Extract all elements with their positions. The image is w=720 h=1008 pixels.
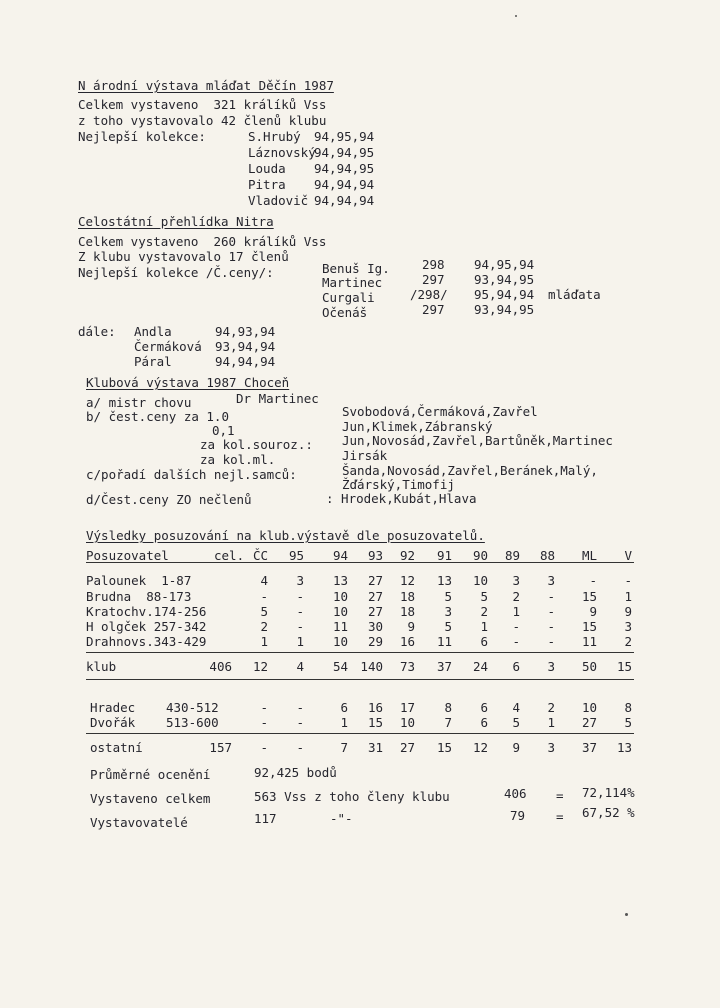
club-total-cell: 4 — [296, 659, 304, 674]
best-scores: 94,94,94 — [314, 193, 375, 208]
section2-line2: Z klubu vystavovalo 17 členů — [78, 249, 289, 264]
table-cell: 5 — [624, 715, 632, 730]
summary-avg-value: 92,425 bodů — [254, 765, 337, 780]
table-cell: 3 — [512, 573, 520, 588]
col-header: 93 — [367, 548, 383, 563]
others-total-cell: 15 — [436, 740, 452, 755]
table-cell: - — [296, 715, 304, 730]
club-total-cell: 24 — [472, 659, 488, 674]
table-cell: - — [547, 619, 555, 634]
table-cell: 15 — [581, 619, 597, 634]
table-cell: - — [296, 700, 304, 715]
table-cell: 8 — [444, 700, 452, 715]
col-header: 89 — [504, 548, 520, 563]
table-cell: 3 — [547, 573, 555, 588]
table-cell: 5 — [480, 589, 488, 604]
table-cell: 2 — [547, 700, 555, 715]
table-cell: 11 — [436, 634, 452, 649]
table-cell: 10 — [472, 573, 488, 588]
table-cell: 29 — [367, 634, 383, 649]
table-cell: 16 — [367, 700, 383, 715]
table-cell: 3 — [624, 619, 632, 634]
table-cell: 6 — [480, 715, 488, 730]
further-scores: 94,93,94 — [215, 324, 276, 339]
table-cell: 10 — [332, 589, 348, 604]
table-cell: 4 — [512, 700, 520, 715]
table-cell: 11 — [581, 634, 597, 649]
others-rule — [86, 733, 634, 734]
best-name: Pitra — [248, 177, 286, 192]
table-cell: 27 — [367, 589, 383, 604]
table-cell: 5 — [512, 715, 520, 730]
summary-exh-ditto: -"- — [330, 811, 353, 826]
judge-name: Palounek 1-87 — [86, 573, 192, 588]
club-rule — [86, 679, 634, 680]
award-b4-value: Jirsák — [342, 448, 388, 463]
nitra-scores: 95,94,94 — [474, 287, 535, 302]
others-total-cell: 7 — [340, 740, 348, 755]
table-cell: 1 — [296, 634, 304, 649]
col-header: 88 — [539, 548, 555, 563]
table-cell: 27 — [367, 604, 383, 619]
others-total-cell: 13 — [616, 740, 632, 755]
award-b3-label: za kol.souroz.: — [200, 437, 313, 452]
nitra-scores: 93,94,95 — [474, 272, 535, 287]
table-cell: 6 — [480, 700, 488, 715]
table-cell: 17 — [399, 700, 415, 715]
section1-title: N árodní výstava mláďat Děčín 1987 — [78, 78, 334, 93]
summary-total-members: 406 — [504, 786, 527, 801]
award-d-label: d/Čest.ceny ZO nečlenů — [86, 492, 252, 507]
table-cell: 3 — [444, 604, 452, 619]
table-cell: 7 — [444, 715, 452, 730]
other-judge-name: Dvořák — [90, 715, 136, 730]
club-total-cell: 12 — [252, 659, 268, 674]
other-judge-name: Hradec — [90, 700, 136, 715]
award-a-value: Dr Martinec — [236, 391, 319, 406]
table-cell: - — [624, 573, 632, 588]
award-b4-label: za kol.ml. — [200, 452, 276, 467]
table-cell: 10 — [399, 715, 415, 730]
table-cell: 16 — [399, 634, 415, 649]
table-cell: - — [547, 604, 555, 619]
table-cell: 27 — [581, 715, 597, 730]
table-cell: - — [589, 573, 597, 588]
further-label: dále: — [78, 324, 116, 339]
table-cell: - — [512, 619, 520, 634]
table-cell: - — [512, 634, 520, 649]
further-name: Andla — [134, 324, 172, 339]
further-name: Čermáková — [134, 339, 202, 354]
speck-mark — [515, 15, 517, 17]
others-total-cell: 12 — [472, 740, 488, 755]
award-d-value: : Hrodek,Kubát,Hlava — [326, 491, 477, 506]
section1-line1: Celkem vystaveno 321 králíků Vss — [78, 97, 327, 112]
further-scores: 93,94,94 — [215, 339, 276, 354]
table-cell: - — [547, 589, 555, 604]
others-total-cell: 37 — [581, 740, 597, 755]
table-cell: 6 — [480, 634, 488, 649]
club-total-cell: 73 — [399, 659, 415, 674]
table-cell: 15 — [581, 589, 597, 604]
others-total-cell: 31 — [367, 740, 383, 755]
summary-total-pct: 72,114% — [582, 785, 635, 800]
col-header: 91 — [436, 548, 452, 563]
judge-name: Brudna 88-173 — [86, 589, 192, 604]
nitra-name: Benuš Ig. — [322, 261, 390, 276]
award-b-value: Svobodová,Čermáková,Zavřel — [342, 404, 538, 419]
others-total-cell: 9 — [512, 740, 520, 755]
judge-name: Kratochv.174-256 — [86, 604, 207, 619]
award-b2-label: 0,1 — [212, 423, 235, 438]
nitra-num: 298 — [422, 257, 445, 272]
club-total-cell: 406 — [209, 659, 232, 674]
table-cell: - — [260, 700, 268, 715]
table-cell: - — [260, 589, 268, 604]
club-total-cell: 54 — [332, 659, 348, 674]
table-cell: 5 — [260, 604, 268, 619]
table-cell: 10 — [332, 634, 348, 649]
award-b3-value: Jun,Novosád,Zavřel,Bartůněk,Martinec — [342, 433, 613, 448]
summary-exh-value: 117 — [254, 811, 277, 826]
table-cell: 13 — [436, 573, 452, 588]
summary-exh-members: 79 — [510, 808, 526, 823]
nitra-scores: 94,95,94 — [474, 257, 535, 272]
club-total-cell: 140 — [360, 659, 383, 674]
best-name: Láznovský — [248, 145, 316, 160]
award-c-value1: Šanda,Novosád,Zavřel,Beránek,Malý, — [342, 463, 598, 478]
section1-line2: z toho vystavovalo 42 členů klubu — [78, 113, 327, 128]
others-total-cell: 3 — [547, 740, 555, 755]
col-header: 90 — [472, 548, 488, 563]
other-judge-range: 513-600 — [166, 715, 219, 730]
col-header: ČC — [252, 548, 268, 563]
col-header: ML — [581, 548, 597, 563]
table-cell: 18 — [399, 604, 415, 619]
summary-total-value: 563 Vss z toho členy klubu — [254, 789, 450, 804]
table-cell: - — [296, 589, 304, 604]
judge-name: H olgček 257-342 — [86, 619, 207, 634]
others-total-label: ostatní — [90, 740, 143, 755]
table-cell: 1 — [480, 619, 488, 634]
nitra-num: 297 — [422, 302, 445, 317]
summary-avg-label: Průměrné ocenění — [90, 767, 211, 782]
club-total-cell: 37 — [436, 659, 452, 674]
nitra-name: Martinec — [322, 275, 383, 290]
table-cell: - — [260, 715, 268, 730]
best-scores: 94,94,94 — [314, 177, 375, 192]
best-scores: 94,94,95 — [314, 161, 375, 176]
table-cell: 2 — [480, 604, 488, 619]
table-cell: 1 — [624, 589, 632, 604]
col-header: cel. — [214, 548, 245, 563]
section2-title: Celostátní přehlídka Nitra — [78, 214, 274, 229]
table-cell: 9 — [624, 604, 632, 619]
table-cell: 8 — [624, 700, 632, 715]
table-cell: 9 — [407, 619, 415, 634]
table-cell: 2 — [624, 634, 632, 649]
best-name: S.Hrubý — [248, 129, 301, 144]
table-cell: 1 — [512, 604, 520, 619]
nitra-num: 297 — [422, 272, 445, 287]
table-cell: 15 — [367, 715, 383, 730]
table-cell: 10 — [581, 700, 597, 715]
table-cell: 9 — [589, 604, 597, 619]
club-total-label: klub — [86, 659, 117, 674]
club-total-cell: 6 — [512, 659, 520, 674]
table-cell: 5 — [444, 589, 452, 604]
award-b-label: b/ čest.ceny za 1.0 — [86, 409, 229, 424]
table-cell: 18 — [399, 589, 415, 604]
results-title: Výsledky posuzování na klub.výstavě dle posuzovatelů. — [86, 528, 485, 543]
others-total-cell: 157 — [209, 740, 232, 755]
col-header: 94 — [332, 548, 348, 563]
table-cell: 12 — [399, 573, 415, 588]
best-name: Vladovič — [248, 193, 309, 208]
summary-total-eq: = — [556, 788, 564, 803]
table-cell: 5 — [444, 619, 452, 634]
table-cell: 4 — [260, 573, 268, 588]
table-cell: 10 — [332, 604, 348, 619]
nitra-name: Curgali — [322, 290, 375, 305]
table-cell: 30 — [367, 619, 383, 634]
table-cell: 13 — [332, 573, 348, 588]
col-header: V — [624, 548, 632, 563]
table-cell: 2 — [512, 589, 520, 604]
further-scores: 94,94,94 — [215, 354, 276, 369]
award-c-value2: Žďárský,Timofij — [342, 477, 455, 492]
section1-best-label: Nejlepší kolekce: — [78, 129, 206, 144]
others-total-cell: - — [260, 740, 268, 755]
summary-exh-pct: 67,52 % — [582, 805, 635, 820]
award-c-label: c/pořadí dalších nejl.samců: — [86, 467, 297, 482]
table-cell: - — [296, 604, 304, 619]
nitra-num: /298/ — [410, 287, 448, 302]
table-cell: - — [547, 634, 555, 649]
further-name: Páral — [134, 354, 172, 369]
award-b2-value: Jun,Klimek,Zábranský — [342, 419, 493, 434]
table-cell: 1 — [340, 715, 348, 730]
others-total-cell: - — [296, 740, 304, 755]
nitra-note: mláďata — [548, 287, 601, 302]
best-scores: 94,94,95 — [314, 145, 375, 160]
col-header: 95 — [288, 548, 304, 563]
nitra-scores: 93,94,95 — [474, 302, 535, 317]
col-header: Posuzovatel — [86, 548, 169, 563]
nitra-name: Očenáš — [322, 305, 368, 320]
summary-exh-eq: = — [556, 809, 564, 824]
club-total-cell: 50 — [581, 659, 597, 674]
speck-mark — [625, 913, 628, 916]
section2-best-label: Nejlepší kolekce /Č.ceny/: — [78, 265, 274, 280]
table-cell: 1 — [260, 634, 268, 649]
other-judge-range: 430-512 — [166, 700, 219, 715]
summary-exh-label: Vystavovatelé — [90, 815, 188, 830]
table-cell: 27 — [367, 573, 383, 588]
best-name: Louda — [248, 161, 286, 176]
table-cell: - — [296, 619, 304, 634]
section2-line1: Celkem vystaveno 260 králíků Vss — [78, 234, 327, 249]
section3-title: Klubová výstava 1987 Choceň — [86, 375, 290, 390]
table-cell: 6 — [340, 700, 348, 715]
award-a-label: a/ mistr chovu — [86, 395, 192, 410]
others-total-cell: 27 — [399, 740, 415, 755]
judge-name: Drahnovs.343-429 — [86, 634, 207, 649]
best-scores: 94,95,94 — [314, 129, 375, 144]
col-header: 92 — [399, 548, 415, 563]
table-cell: 11 — [332, 619, 348, 634]
table-cell: 2 — [260, 619, 268, 634]
table-cell: 3 — [296, 573, 304, 588]
club-total-cell: 3 — [547, 659, 555, 674]
summary-total-label: Vystaveno celkem — [90, 791, 211, 806]
club-total-cell: 15 — [616, 659, 632, 674]
judges-rule — [86, 652, 634, 653]
table-cell: 1 — [547, 715, 555, 730]
